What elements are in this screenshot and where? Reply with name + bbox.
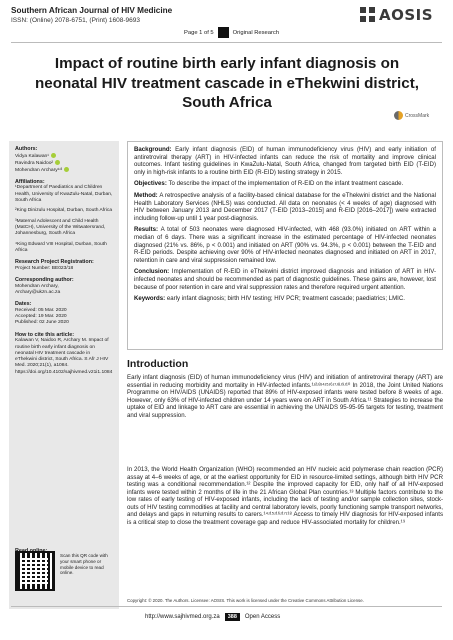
publisher-logo[interactable] — [360, 6, 433, 24]
affiliation-item: ¹Department of Paediatrics and Children Health, University of KwaZulu-Natal, Durban, South Africa — [15, 185, 113, 204]
orcid-icon[interactable] — [64, 167, 69, 172]
affiliations-heading: Affiliations: — [15, 178, 45, 185]
article-type: Original Research — [232, 29, 280, 36]
project-heading: Research Project Registration: — [15, 259, 94, 266]
footer-divider — [11, 606, 442, 607]
cite-heading: How to cite this article: — [15, 331, 75, 338]
citation-text[interactable]: Kalawan V, Naidoo R, Archary M. Impact of routine birth early infant diagnosis on neonatal HIV treatment cascade in eThekwini district, South Africa. S Afr J HIV Med. 2020;21(1), a1084. https://doi.org/10.4102/sajhivmed.v21i1.1084 — [15, 338, 113, 375]
page-number: Page 1 of 5 — [184, 29, 214, 36]
author-item: Mohendran Archary¹ʴ³ — [15, 167, 113, 174]
orcid-icon[interactable] — [51, 153, 56, 158]
authors-heading: Authors: — [15, 146, 38, 152]
crossmark-label: CrossMark — [405, 112, 430, 119]
author-item: Ravindra Naidoo² — [15, 160, 113, 167]
article-info-sidebar — [9, 141, 119, 609]
orcid-icon[interactable] — [55, 160, 60, 165]
corresponding-email[interactable]: Archary@ukzn.ac.za — [15, 289, 61, 295]
abstract-keywords: Keywords: early infant diagnosis; birth HIV testing; HIV PCR; treatment cascade; paediatrics; LMIC. — [134, 295, 405, 303]
dates-heading: Dates: — [15, 301, 32, 308]
page-footer — [145, 613, 280, 621]
date-published: Published: 02 June 2020 — [15, 320, 69, 326]
article-title: Impact of routine birth early infant diagnosis on neonatal HIV treatment cascade in eThekwini district, South Africa — [34, 55, 420, 111]
date-received: Received: 05 Mar. 2020 — [15, 307, 67, 313]
intro-paragraph-1: Early infant diagnosis (EID) of human immunodeficiency virus (HIV) and initiation of antiretroviral therapy (ART) are essential in reducing morbidity and mortality in HIV-infected infants.¹ʴ²ʴ³ʴ⁴ʴ⁵ʴ⁶ʴ⁷ʴ⁸ʴ⁹ʴ¹⁰ In 2018, the Joint United Nations Programme on HIV/AIDS (UNAIDS) reported that 89% of HIV-exposed infants were tested before 8 weeks of age. However, only 63% of HIV-infected children under 14 years were on ART in South Africa.¹¹ Strategies to increase the uptake of EID and linkage to ART care are essential in achieving the UNAIDS 95-95-95 targets for testing, treatment and viral suppression. — [127, 374, 443, 419]
journal-url-link[interactable]: http://www.sajhivmed.org.za — [145, 614, 220, 620]
corresponding-name: Mohendran Archary, — [15, 283, 59, 289]
abstract-method: Method: A retrospective analysis of a facility-based clinical database for the eThekwini district and the National Health Laboratory Services (NHLS) was conducted. All data on neonates (< 4 weeks of age) diagnosed with HIV between January 2013 and December 2017 (T-EID [2013–2015] and R-EID [2016–2017]) were extracted including follow-up until 1 year post-diagnosis. — [134, 191, 437, 222]
abstract-results: Results: A total of 503 neonates were diagnosed HIV-infected, with 468 (93.0%) initiated on ART within a median of 6 days. There was a significant increase in the estimated percentage of HIV-infected neonates diagnosed (21% vs. 86%, p < 0.001) and initiated on ART (90% vs. 94.3%, p < 0.001) between the T-EID and R-EID periods. Despite achieving over 90% of HIV-infected neonates diagnosed and initiated on ART in 2017, retention in care and viral suppression remained low. — [134, 226, 437, 264]
abstract-conclusion: Conclusion: Implementation of R-EID in eThekwini district improved diagnosis and initiation of ART in HIV-infected neonates and should be recommended as part of diagnostic guidelines. These gains are, however, lost because of poor retention in care and viral suppression rates and therefore required urgent attention. — [134, 268, 437, 291]
abstract-box — [127, 141, 443, 350]
affiliation-item: ⁴King Edward VIII Hospital, Durban, South Africa — [15, 241, 107, 253]
intro-paragraph-2: In 2013, the World Health Organization (WHO) recommended an HIV nucleic acid polymerase chain reaction (PCR) assay at 4–6 weeks of age, or at the earliest opportunity for EID in resource-limited settings, although birth HIV PCR testing was a conditional recommendation.¹² Despite the improved capacity for EID, only half of all HIV-exposed infants were tested within 2 months of life in the 21 African Global Plan countries.¹³ Multiple factors contribute to the low rates of early testing of HIV-exposed infants, including the lack of testing and/or sample collection sites, stock-outs of HIV testing commodities at facility and central laboratory levels, poorly functioning sample transport networks, and delays and gaps in returning results to carers.¹⁴ʴ¹⁵ʴ¹⁶ʴ¹⁷ʴ¹⁸ Access to timely HIV diagnosis for HIV-exposed infants is a critical step to close the treatment coverage gap and reduce HIV-associated mortality for children.¹⁹ — [127, 466, 443, 526]
aosis-logo-icon — [360, 7, 376, 23]
affiliation-item: ³Maternal Adolescent and Child Health (MatCH), University of the Witwatersrand, Johannesburg, South Africa — [15, 218, 106, 237]
publisher-name: AOSIS — [379, 6, 434, 24]
header-divider — [11, 42, 442, 43]
copyright-notice: Copyright: © 2020. The Authors. Licensee: AOSIS. This work is licensed under the Creative Commons Attribution License. — [127, 598, 364, 603]
affiliation-item: ²King Dinizulu Hospital, Durban, South Africa — [15, 208, 113, 214]
abstract-objectives: Objectives: To describe the impact of the implementation of R-EID on the infant treatment cascade. — [134, 180, 404, 188]
author-item: Vidya Kalawan¹ — [15, 153, 113, 160]
page-header — [0, 0, 453, 60]
page-bar — [184, 27, 279, 38]
qr-note: Scan this QR code with your smart phone or mobile device to read online. — [60, 553, 108, 576]
crossmark-button[interactable] — [394, 111, 429, 120]
page-bar-square-icon — [218, 27, 229, 38]
introduction-heading: Introduction — [127, 358, 189, 370]
corresponding-heading: Corresponding author: — [15, 277, 74, 284]
abstract-background: Background: Early infant diagnosis (EID) of human immunodeficiency virus (HIV) and early initiation of antiretroviral therapy (ART) in HIV-infected infants can reduce the risk of mortality and improve clinical outcomes. Infant testing guidelines in KwaZulu-Natal, South Africa, changed from targeted birth EID (T-EID) only in high-risk infants to a routine birth EID (R-EID) testing strategy in 2015. — [134, 146, 436, 176]
crossmark-icon — [394, 111, 403, 120]
journal-issn: ISSN: (Online) 2078-6751, (Print) 1608-9693 — [11, 17, 140, 24]
qr-code-icon[interactable] — [15, 551, 55, 591]
project-number: Project Number: BE023/18 — [15, 265, 74, 271]
open-access-label: Open Access — [244, 614, 281, 620]
date-accepted: Accepted: 19 Mar. 2020 — [15, 314, 67, 320]
journal-title: Southern African Journal of HIV Medicine — [11, 6, 173, 15]
page-badge: 388 — [225, 613, 240, 621]
